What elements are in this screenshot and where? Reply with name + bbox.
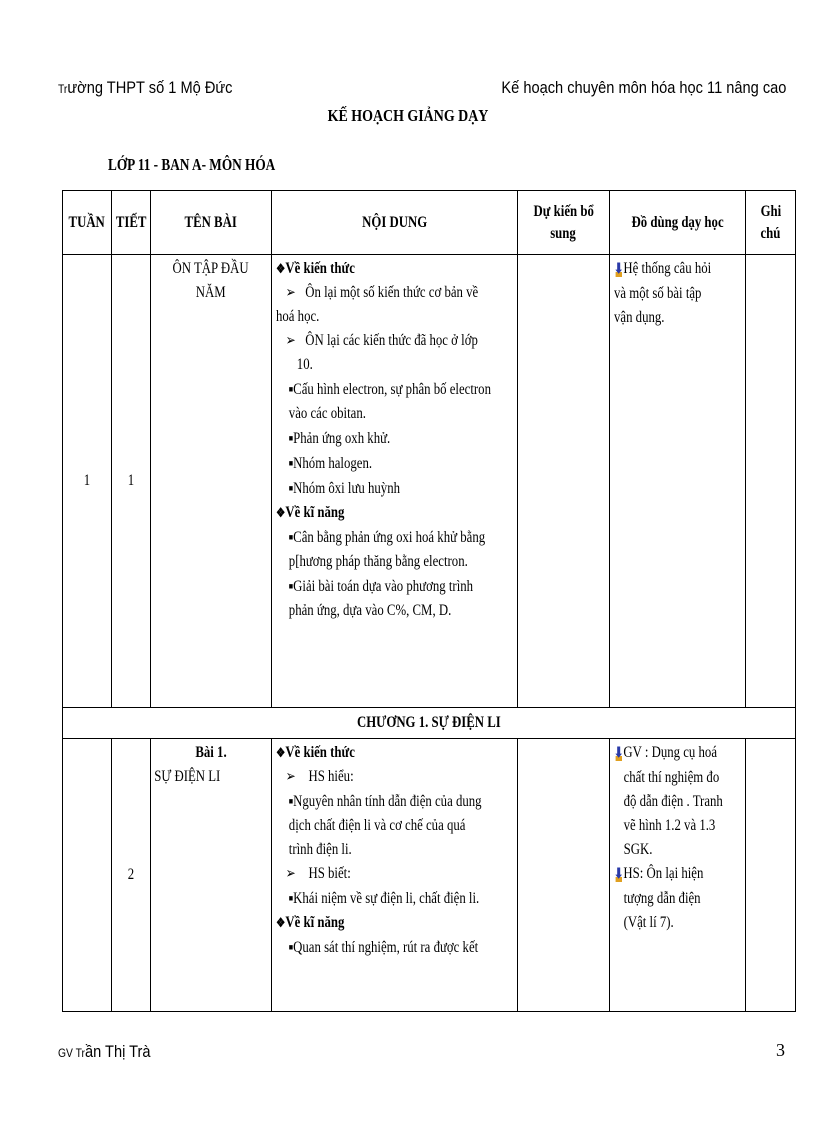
- col-header-tuan-text: TUẦN: [68, 213, 106, 231]
- cell-tiet-value: 1: [127, 472, 135, 489]
- col-header-tiet-text: TIẾT: [115, 213, 147, 231]
- material-item-text: Hệ thống câu hỏi: [623, 260, 712, 277]
- down-arrow-bullet-icon: ⬇: [614, 867, 624, 882]
- arrow-bullet-icon: ➢: [285, 769, 296, 785]
- square-bullet-icon: ■: [288, 532, 294, 542]
- list-item-text: Nguyên nhân tính dẫn điện của dung: [293, 793, 482, 810]
- material-item: [614, 862, 741, 887]
- list-item-continuation: dịch chất điện li và cơ chế của quá: [288, 817, 466, 834]
- section-heading-text: Về kĩ năng: [285, 504, 345, 521]
- footer-author: [58, 1042, 151, 1062]
- lesson-title-line2: SỰ ĐIỆN LI: [154, 768, 221, 785]
- col-header-ghi-chu: [746, 191, 796, 255]
- down-arrow-bullet-icon: ⬇: [614, 746, 624, 761]
- list-item: [276, 377, 526, 402]
- cell-ghi-chu: [746, 255, 796, 708]
- col-header-tuan: [63, 191, 112, 255]
- col-header-do-dung-text: Đồ dùng dạy học: [631, 213, 724, 231]
- cell-tuan: [63, 739, 112, 1012]
- list-item: [276, 451, 526, 476]
- cell-tiet: [112, 255, 151, 708]
- list-item-continuation: trình điện li.: [288, 841, 352, 858]
- table-header-row: [63, 191, 796, 255]
- diamond-bullet-icon: ❖: [276, 745, 286, 760]
- cell-du-kien: [518, 255, 610, 708]
- col-header-noi-dung-text: NỘI DUNG: [361, 213, 428, 231]
- list-item: [276, 329, 523, 353]
- material-item-continuation: chất thí nghiệm đo: [623, 769, 720, 786]
- lesson-plan-table: [62, 190, 796, 1012]
- header-school-name: ường THPT số 1 Mộ Đức: [67, 78, 233, 97]
- arrow-bullet-icon: ➢: [285, 285, 296, 301]
- list-item-continuation: vào các obitan.: [288, 405, 366, 422]
- list-item: [276, 574, 526, 599]
- arrow-bullet-icon: ➢: [285, 333, 296, 349]
- square-bullet-icon: ■: [288, 458, 294, 468]
- footer-author-prefix: GV Tr: [58, 1046, 85, 1060]
- col-header-du-kien-line1: Dự kiến bổ: [533, 202, 594, 220]
- square-bullet-icon: ■: [288, 893, 294, 903]
- cell-do-dung: [610, 255, 746, 708]
- lesson-title-line1: ÔN TẬP ĐẦU: [172, 260, 250, 277]
- material-item-continuation: vẽ hình 1.2 và 1.3: [623, 817, 716, 834]
- col-header-ten-bai-text: TÊN BÀI: [184, 213, 238, 231]
- square-bullet-icon: ■: [288, 433, 294, 443]
- lesson-title-line1: Bài 1.: [195, 744, 227, 761]
- chapter-heading-text: CHƯƠNG 1. SỰ ĐIỆN LI: [357, 714, 501, 731]
- cell-tuan-value: 1: [83, 472, 91, 489]
- cell-noi-dung: [272, 739, 518, 1012]
- list-item: [276, 476, 526, 501]
- list-item-continuation: 10.: [296, 356, 313, 373]
- diamond-bullet-icon: ❖: [276, 915, 286, 930]
- col-header-ghi-chu-line1: Ghi: [760, 202, 781, 220]
- list-item: [276, 765, 523, 789]
- material-item-continuation: vận dụng.: [614, 309, 665, 326]
- cell-ten-bai: [151, 255, 272, 708]
- document-title-text: KẾ HOẠCH GIẢNG DẠY: [327, 106, 489, 125]
- list-item-continuation: p[hương pháp thăng bằng electron.: [288, 553, 468, 570]
- list-item-text: Nhóm halogen.: [293, 455, 373, 472]
- material-item-continuation: tượng dẫn điện: [623, 890, 701, 907]
- table-row: [63, 739, 796, 1012]
- cell-ghi-chu: [746, 739, 796, 1012]
- list-item: [276, 886, 526, 911]
- diamond-bullet-icon: ❖: [276, 505, 286, 520]
- footer-author-name: ần Thị Trà: [84, 1042, 151, 1061]
- arrow-bullet-icon: ➢: [285, 866, 296, 882]
- col-header-du-kien: [518, 191, 610, 255]
- col-header-tiet: [112, 191, 151, 255]
- list-item: [276, 935, 526, 960]
- cell-noi-dung: [272, 255, 518, 708]
- list-item-continuation: hoá học.: [276, 308, 320, 325]
- square-bullet-icon: ■: [288, 483, 294, 493]
- cell-tuan: [63, 255, 112, 708]
- header-school: [58, 78, 232, 98]
- list-item-text: Quan sát thí nghiệm, rút ra được kết: [293, 939, 479, 956]
- header-plan-title: Kế hoạch chuyên môn hóa học 11 nâng cao: [500, 78, 786, 97]
- cell-tiet: [112, 739, 151, 1012]
- header-school-prefix: Tr: [58, 82, 68, 96]
- col-header-noi-dung: [272, 191, 518, 255]
- page-number: 3: [776, 1040, 785, 1060]
- list-item-continuation: phản ứng, dựa vào C%, CM, D.: [288, 602, 452, 619]
- list-item-text: Phản ứng oxh khử.: [293, 430, 391, 447]
- square-bullet-icon: ■: [288, 384, 294, 394]
- diamond-bullet-icon: ❖: [276, 261, 286, 276]
- list-item: [276, 426, 526, 451]
- col-header-ghi-chu-line2: chú: [760, 224, 781, 242]
- document-subtitle: LỚP 11 - BAN A- MÔN HÓA: [108, 155, 276, 174]
- list-item-text: Cân bằng phản ứng oxi hoá khử bằng: [293, 529, 486, 546]
- section-heading: [276, 501, 513, 525]
- list-item: [276, 789, 526, 814]
- document-title: [0, 106, 816, 126]
- list-item-text: HS biết:: [308, 865, 351, 882]
- material-item-text: GV : Dụng cụ hoá: [623, 744, 718, 761]
- lesson-title-line2: NĂM: [196, 284, 226, 301]
- col-header-du-kien-line2: sung: [550, 224, 577, 242]
- list-item-text: Khái niệm về sự điện li, chất điện li.: [293, 890, 480, 907]
- section-heading-text: Về kiến thức: [285, 260, 355, 277]
- table-row: [63, 255, 796, 708]
- material-item-continuation: và một số bài tập: [614, 285, 702, 302]
- list-item-text: Nhóm ôxi lưu huỳnh: [293, 480, 400, 497]
- chapter-heading: [63, 708, 796, 739]
- cell-du-kien: [518, 739, 610, 1012]
- square-bullet-icon: ■: [288, 942, 294, 952]
- square-bullet-icon: ■: [288, 581, 294, 591]
- list-item-text: Cấu hình electron, sự phân bố electron: [293, 381, 491, 398]
- material-item-continuation: SGK.: [623, 841, 653, 858]
- list-item: [276, 281, 523, 305]
- section-heading: [276, 911, 513, 935]
- chapter-row: [63, 708, 796, 739]
- list-item: [276, 862, 523, 886]
- square-bullet-icon: ■: [288, 796, 294, 806]
- cell-do-dung: [610, 739, 746, 1012]
- material-item: [614, 741, 741, 766]
- list-item-text: Ôn lại một số kiến thức cơ bản về: [305, 284, 479, 301]
- list-item-text: HS hiểu:: [308, 768, 354, 785]
- section-heading-text: Về kiến thức: [285, 744, 355, 761]
- material-item-text: HS: Ôn lại hiện: [623, 865, 704, 882]
- section-heading: [276, 741, 513, 765]
- material-item-continuation: (Vật lí 7).: [623, 914, 674, 931]
- section-heading: [276, 257, 513, 281]
- cell-tiet-value: 2: [127, 866, 135, 883]
- material-item: [614, 257, 741, 282]
- cell-ten-bai: [151, 739, 272, 1012]
- list-item-text: ÔN lại các kiến thức đã học ở lớp: [305, 332, 478, 349]
- section-heading-text: Về kĩ năng: [285, 914, 345, 931]
- list-item: [276, 525, 526, 550]
- down-arrow-bullet-icon: ⬇: [614, 262, 624, 277]
- col-header-do-dung: [610, 191, 746, 255]
- list-item-text: Giải bài toán dựa vào phương trình: [293, 578, 474, 595]
- material-item-continuation: độ dẫn điện . Tranh: [623, 793, 723, 810]
- col-header-ten-bai: [151, 191, 272, 255]
